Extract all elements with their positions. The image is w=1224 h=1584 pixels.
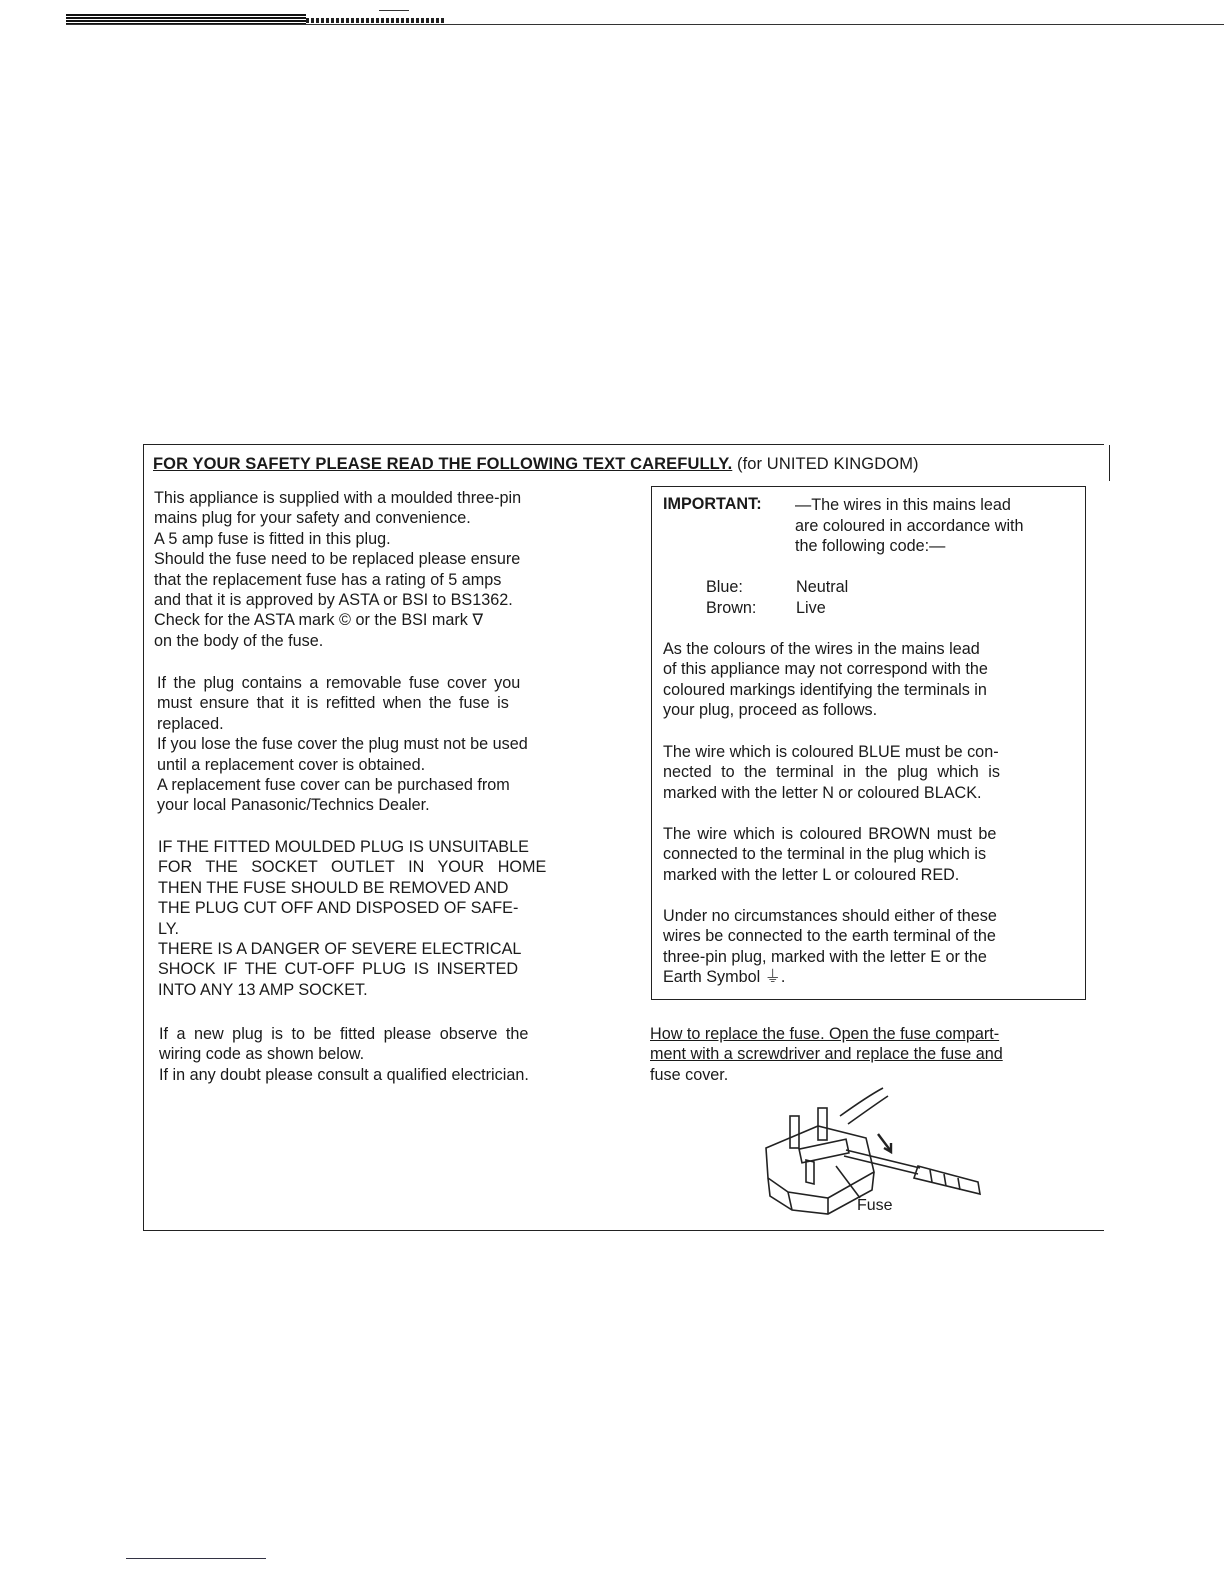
text-line: wiring code as shown below. bbox=[159, 1045, 365, 1064]
notice-title-caps bbox=[153, 455, 732, 473]
text-line: mains plug for your safety and convenience. bbox=[154, 509, 471, 528]
text-line: If a new plug is to be fitted please observe the bbox=[159, 1025, 529, 1043]
header-tick bbox=[379, 10, 409, 11]
text-line: INTO ANY 13 AMP SOCKET. bbox=[158, 980, 368, 999]
text-line: How to replace the fuse. Open the fuse compart- bbox=[650, 1025, 1000, 1043]
right-paragraph-2 bbox=[663, 742, 1000, 803]
text-line: Under no circumstances should either of these bbox=[663, 907, 997, 925]
text-line: connected to the terminal in the plug which is bbox=[663, 845, 987, 864]
text-line: A replacement fuse cover can be purchased from bbox=[157, 776, 510, 795]
important-label: IMPORTANT: bbox=[663, 495, 762, 513]
left-paragraph-2 bbox=[157, 673, 528, 816]
text-line: your plug, proceed as follows. bbox=[663, 701, 878, 720]
text-line: must ensure that it is refitted when the fuse is bbox=[157, 694, 509, 713]
text-line: If you lose the fuse cover the plug must not be used bbox=[157, 735, 528, 754]
text-line: coloured markings identifying the terminals in bbox=[663, 680, 987, 699]
text-line: of this appliance may not correspond with the bbox=[663, 660, 988, 679]
text-line: wires be connected to the earth terminal of the bbox=[663, 927, 996, 946]
text-line: and that it is approved by ASTA or BSI to BS1362. bbox=[154, 591, 513, 610]
text-line: LY. bbox=[158, 919, 180, 938]
right-paragraph-1 bbox=[663, 639, 988, 721]
right-paragraph-3 bbox=[663, 824, 996, 885]
text-line: SHOCK IF THE CUT-OFF PLUG IS INSERTED bbox=[158, 960, 519, 979]
text-line: Check for the ASTA mark © or the BSI mark ∇ bbox=[154, 611, 484, 630]
text-line: Should the fuse need to be replaced please ensure bbox=[154, 550, 521, 569]
code-value-neutral: Neutral bbox=[796, 578, 849, 596]
text-line: THERE IS A DANGER OF SEVERE ELECTRICAL bbox=[158, 940, 522, 959]
page-header-decoration bbox=[66, 10, 1224, 30]
right-paragraph-4 bbox=[663, 906, 997, 988]
text-line: THE PLUG CUT OFF AND DISPOSED OF SAFE- bbox=[158, 899, 519, 918]
text-line: IF THE FITTED MOULDED PLUG IS UNSUITABLE bbox=[158, 838, 529, 856]
header-dots-graphic bbox=[306, 18, 446, 23]
text-line: If in any doubt please consult a qualified electrician. bbox=[159, 1065, 529, 1084]
text-line: the following code:— bbox=[795, 537, 946, 556]
text-line: fuse cover. bbox=[650, 1065, 729, 1084]
text-line: The wire which is coloured BROWN must be bbox=[663, 825, 997, 843]
text-line: FOR THE SOCKET OUTLET IN YOUR HOME bbox=[158, 858, 547, 877]
fuse-label: Fuse bbox=[857, 1197, 893, 1214]
text-line: —The wires in this mains lead bbox=[795, 496, 1011, 514]
text-line: on the body of the fuse. bbox=[154, 631, 324, 650]
code-value-live: Live bbox=[796, 599, 826, 617]
text-line: nected to the terminal in the plug which is bbox=[663, 763, 1000, 782]
box-right-tick bbox=[1109, 445, 1111, 481]
text-line: that the replacement fuse has a rating of 5 amps bbox=[154, 570, 502, 589]
fuse-replacement-instructions bbox=[650, 1024, 1003, 1085]
notice-title-suffix: (for UNITED KINGDOM) bbox=[736, 455, 919, 473]
text-line: ment with a screwdriver and replace the fuse and bbox=[650, 1045, 1003, 1064]
text-line: As the colours of the wires in the mains lead bbox=[663, 640, 980, 658]
left-paragraph-3-warning bbox=[158, 837, 546, 1000]
code-key-brown: Brown: bbox=[706, 599, 757, 617]
text-line: until a replacement cover is obtained. bbox=[157, 755, 426, 774]
important-text bbox=[795, 495, 1024, 557]
header-rule bbox=[66, 24, 1224, 25]
notice-title bbox=[153, 455, 1103, 474]
text-line: Earth Symbol ⏚. bbox=[663, 968, 786, 987]
notice-title-underlined: FOR YOUR SAFETY PLEASE READ THE FOLLOWING TEXT CAREFULLY. bbox=[153, 455, 733, 473]
text-line: The wire which is coloured BLUE must be con- bbox=[663, 743, 999, 761]
text-line: marked with the letter N or coloured BLACK. bbox=[663, 783, 982, 802]
text-line: your local Panasonic/Technics Dealer. bbox=[157, 796, 430, 815]
code-key-blue: Blue: bbox=[706, 578, 743, 596]
text-line: THEN THE FUSE SHOULD BE REMOVED AND bbox=[158, 878, 509, 897]
text-line: three-pin plug, marked with the letter E or the bbox=[663, 947, 987, 966]
text-line: marked with the letter L or coloured RED. bbox=[663, 865, 960, 884]
text-line: If the plug contains a removable fuse cover you bbox=[157, 674, 521, 692]
left-paragraph-1 bbox=[154, 488, 521, 651]
text-line: are coloured in accordance with bbox=[795, 516, 1024, 535]
text-line: replaced. bbox=[157, 714, 224, 733]
text-line: A 5 amp fuse is fitted in this plug. bbox=[154, 529, 391, 548]
text-line: This appliance is supplied with a moulded three-pin bbox=[154, 489, 522, 507]
plug-fuse-illustration bbox=[748, 1086, 1048, 1226]
left-paragraph-4 bbox=[159, 1024, 529, 1085]
footer-rule bbox=[126, 1558, 266, 1559]
